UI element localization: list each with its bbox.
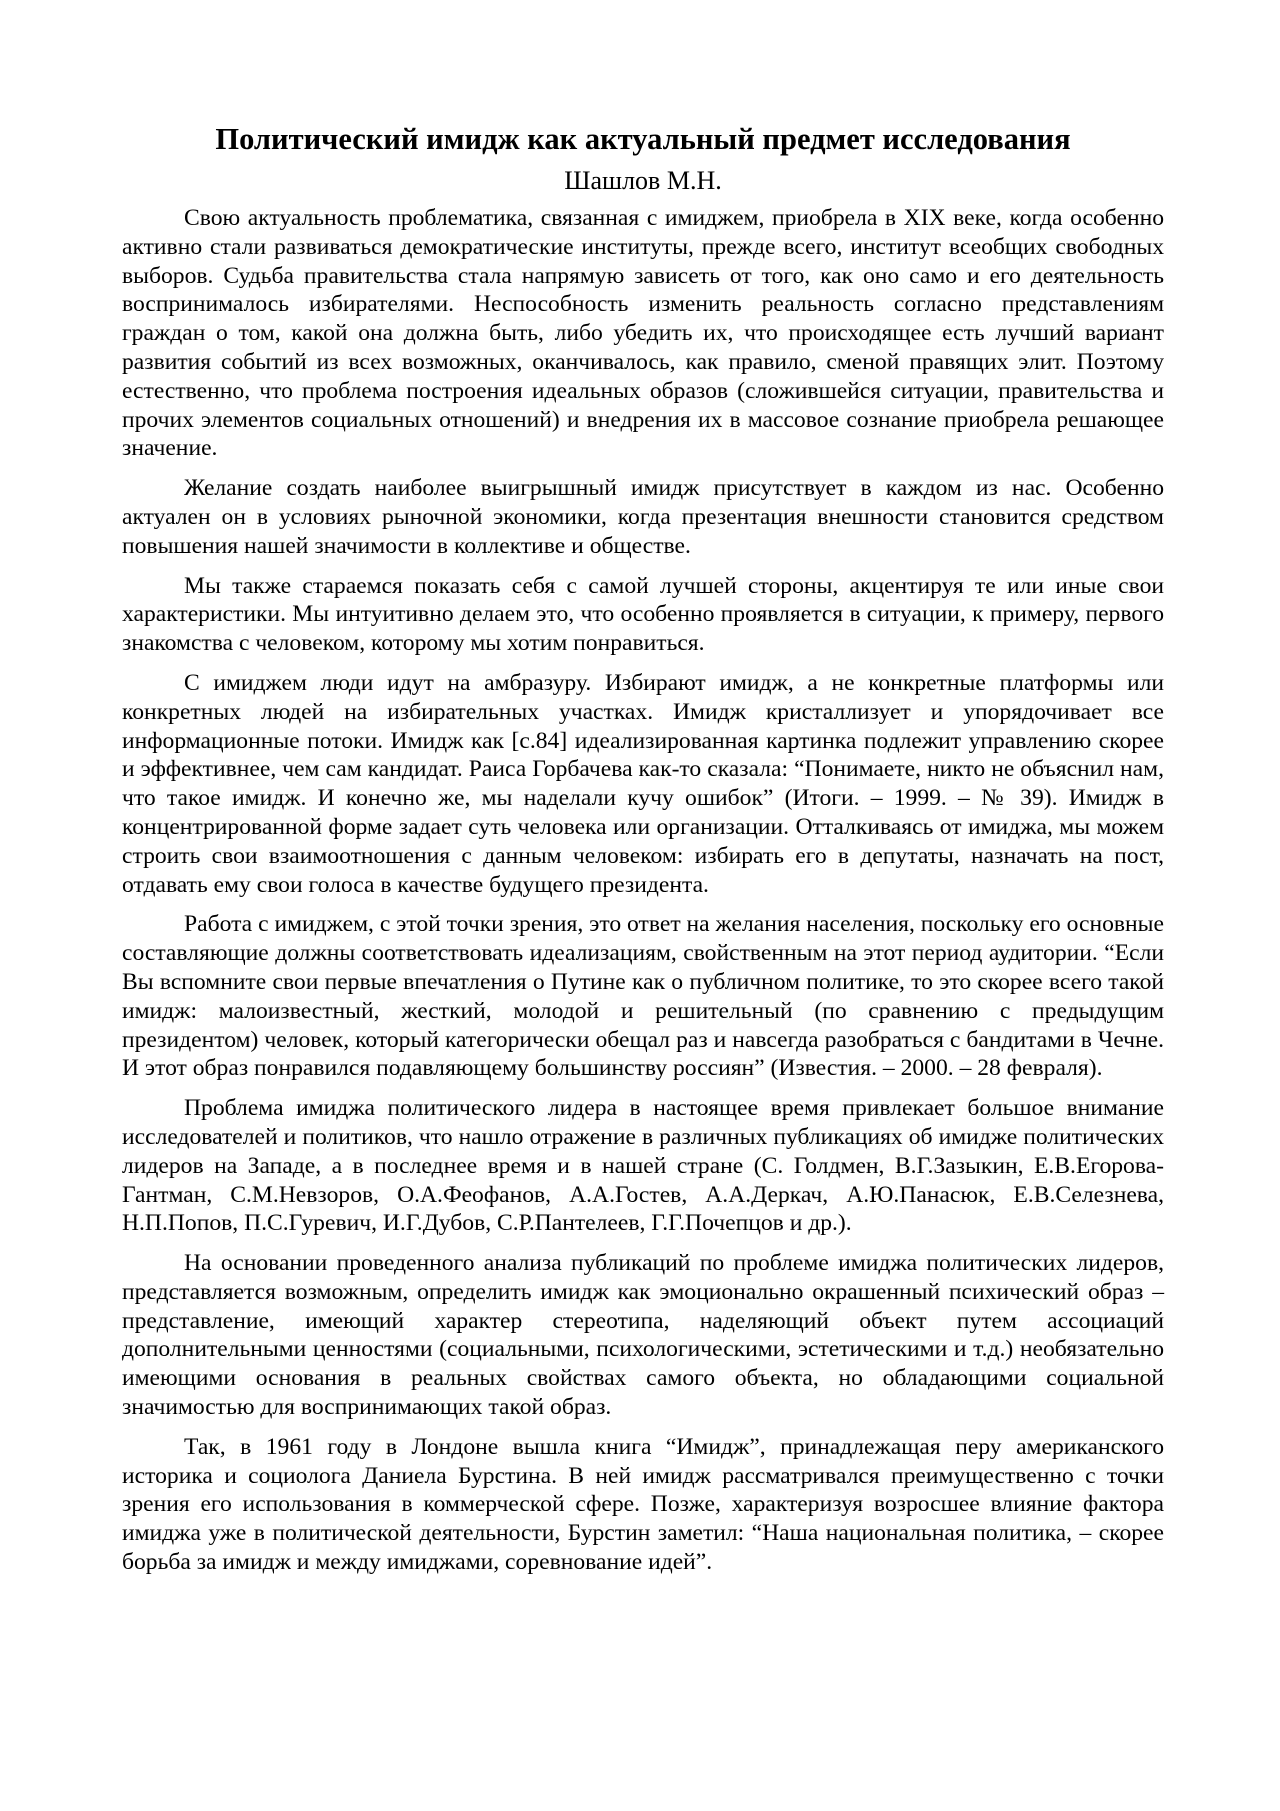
paragraph-8: Так, в 1961 году в Лондоне вышла книга “Имидж”, принадлежащая перу американского историка и социолога Даниела Бурстина. В ней имидж рассматривался преимущественно с точки зрения его использования в коммерческой сфере. Позже, характеризуя возросшее влияние фактора имиджа уже в политической деятельности, Бурстин заметил: “Наша национальная политика, – скорее борьба за имидж и между имиджами, соревнование идей”. [122, 1433, 1164, 1576]
paragraph-5: Работа с имиджем, с этой точки зрения, это ответ на желания населения, поскольку его основные составляющие должны соответствовать идеализациям, свойственным на этот период аудитории. “Если Вы вспомните свои первые впечатления о Путине как о публичном политике, то это скорее всего такой имидж: малоизвестный, жесткий, молодой и решительный (по сравнению с предыдущим президентом) человек, который категорически обещал раз и навсегда разобраться с бандитами в Чечне. И этот образ понравился подавляющему большинству россиян” (Известия. – 2000. – 28 февраля). [122, 911, 1164, 1082]
paragraph-7: На основании проведенного анализа публикаций по проблеме имиджа политических лидеров, представляется возможным, определить имидж как эмоционально окрашенный психический образ – представление, имеющий характер стереотипа, наделяющий объект путем ассоциаций дополнительными ценностями (социальными, психологическими, эстетическими и т.д.) необязательно имеющими основания в реальных свойствах самого объекта, но обладающими социальной значимостью для воспринимающих такой образ. [122, 1250, 1164, 1421]
paragraph-4: С имиджем люди идут на амбразуру. Избирают имидж, а не конкретные платформы или конкретных людей на избирательных участках. Имидж кристаллизует и упорядочивает все информационные потоки. Имидж как [с.84] идеализированная картинка подлежит управлению скорее и эффективнее, чем сам кандидат. Раиса Горбачева как-то сказала: “Понимаете, никто не объяснил нам, что такое имидж. И конечно же, мы наделали кучу ошибок” (Итоги. – 1999. – № 39). Имидж в концентрированной форме задает суть человека или организации. Отталкиваясь от имиджа, мы можем строить свои взаимоотношения с данным человеком: избирать его в депутаты, назначать на пост, отдавать ему свои голоса в качестве будущего президента. [122, 669, 1164, 898]
paragraph-6: Проблема имиджа политического лидера в настоящее время привлекает большое внимание исследователей и политиков, что нашло отражение в различных публикациях об имидже политических лидеров на Западе, а в последнее время и в нашей стране (С. Голдмен, В.Г.Зазыкин, Е.В.Егорова-Гантман, С.М.Невзоров, О.А.Феофанов, А.А.Гостев, А.А.Деркач, А.Ю.Панасюк, Е.В.Селезнева, Н.П.Попов, П.С.Гуревич, И.Г.Дубов, С.Р.Пантелеев, Г.Г.Почепцов и др.). [122, 1095, 1164, 1237]
document-body [122, 118, 1164, 1588]
paragraph-2: Желание создать наиболее выигрышный имидж присутствует в каждом из нас. Особенно актуален он в условиях рыночной экономики, когда презентация внешности становится средством повышения нашей значимости в коллективе и обществе. [122, 475, 1164, 559]
author-name: Шашлов М.Н. [564, 166, 722, 195]
paragraph-3: Мы также стараемся показать себя с самой лучшей стороны, акцентируя те или иные свои характеристики. Мы интуитивно делаем это, что особенно проявляется в ситуации, к примеру, первого знакомства с человеком, которому мы хотим понравиться. [122, 572, 1164, 657]
page-title: Политический имидж как актуальный предмет исследования [215, 122, 1071, 156]
paragraph-1: Свою актуальность проблематика, связанная с имиджем, приобрела в XIX веке, когда особенно активно стали развиваться демократические институты, прежде всего, институт всеобщих свободных выборов. Судьба правительства стала напрямую зависеть от того, как оно само и его деятельность воспринималось избирателями. Неспособность изменить реальность согласно представлениям граждан о том, какой она должна быть, либо убедить их, что происходящее есть лучший вариант развития событий из всех возможных, оканчивалось, как правило, сменой правящих элит. Поэтому естественно, что проблема построения идеальных образов (сложившейся ситуации, правительства и прочих элементов социальных отношений) и внедрения их в массовое сознание приобрела решающее значение. [122, 205, 1164, 462]
